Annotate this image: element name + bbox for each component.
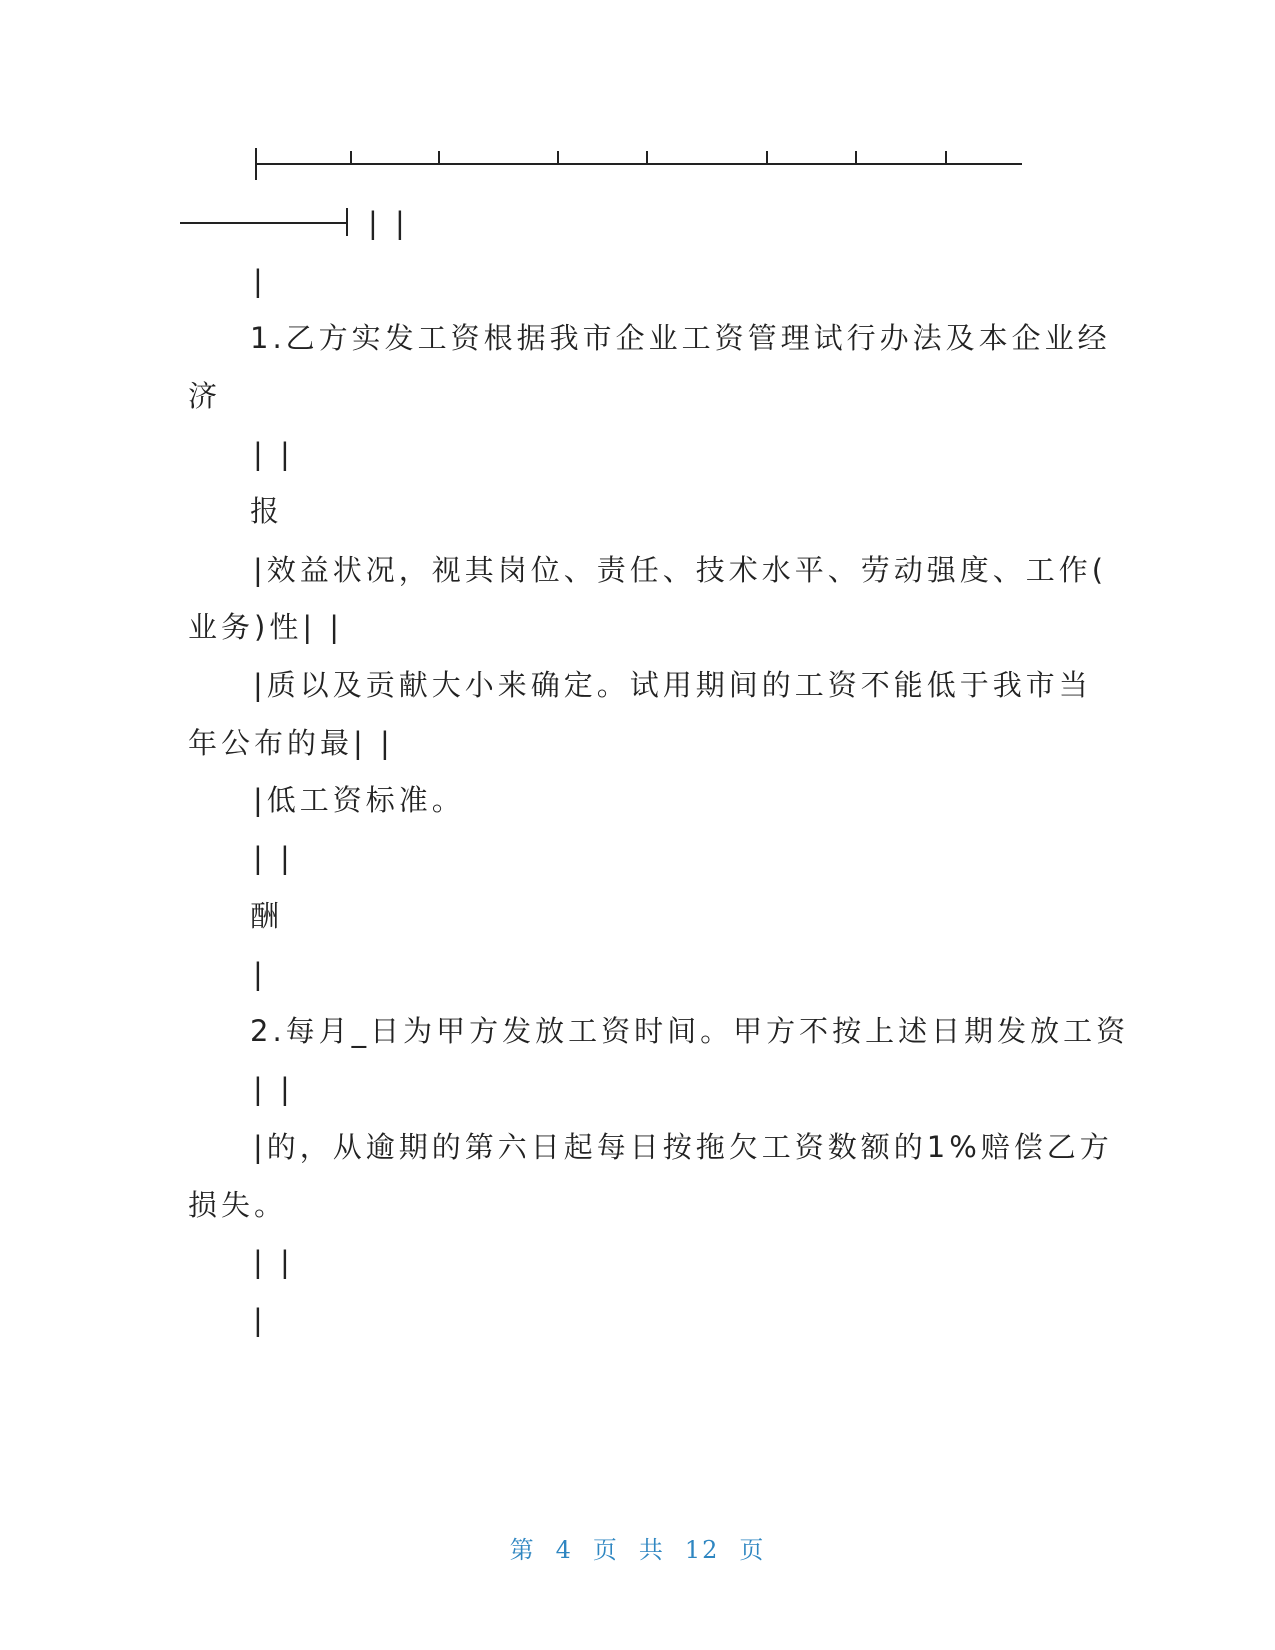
paragraph-1-line-5: |质以及贡献大小来确定。试用期间的工资不能低于我市当 [253, 668, 1092, 702]
table-row-h: | [253, 1303, 267, 1337]
footer-ye: 页 [592, 1536, 619, 1564]
table-row-f: | | [253, 1072, 294, 1106]
paragraph-2-line-1: 2.每月_日为甲方发放工资时间。甲方不按上述日期发放工资 [250, 1014, 1130, 1048]
label-bao: 报 [250, 494, 284, 528]
table-row-c: | | [253, 437, 294, 471]
footer-page-number: 4 [555, 1536, 573, 1564]
paragraph-1-line-4: 业务)性| | [188, 610, 344, 644]
footer-total-pages: 12 [684, 1536, 720, 1564]
page-footer [0, 1530, 1275, 1565]
table-row-g: | | [253, 1245, 294, 1279]
paragraph-1-line-3: |效益状况，视其岗位、责任、技术水平、劳动强度、工作( [253, 553, 1108, 587]
paragraph-2-line-3: 损失。 [188, 1188, 288, 1222]
paragraph-1-line-2: 济 [188, 379, 222, 413]
table-row-b: | [253, 264, 267, 298]
table-row-a: | | [368, 206, 409, 240]
footer-ye-2: 页 [739, 1536, 766, 1564]
paragraph-1-line-6: 年公布的最| | [188, 726, 394, 760]
footer-di: 第 [509, 1536, 536, 1564]
table-row-d: | | [253, 841, 294, 875]
table-row-e: | [253, 957, 267, 991]
label-chou: 酬 [250, 899, 284, 933]
paragraph-2-line-2: |的，从逾期的第六日起每日按拖欠工资数额的1%赔偿乙方 [253, 1130, 1113, 1164]
paragraph-1-line-7: |低工资标准。 [253, 783, 465, 817]
paragraph-1-line-1: 1.乙方实发工资根据我市企业工资管理试行办法及本企业经 [250, 321, 1111, 355]
footer-gong: 共 [638, 1536, 665, 1564]
